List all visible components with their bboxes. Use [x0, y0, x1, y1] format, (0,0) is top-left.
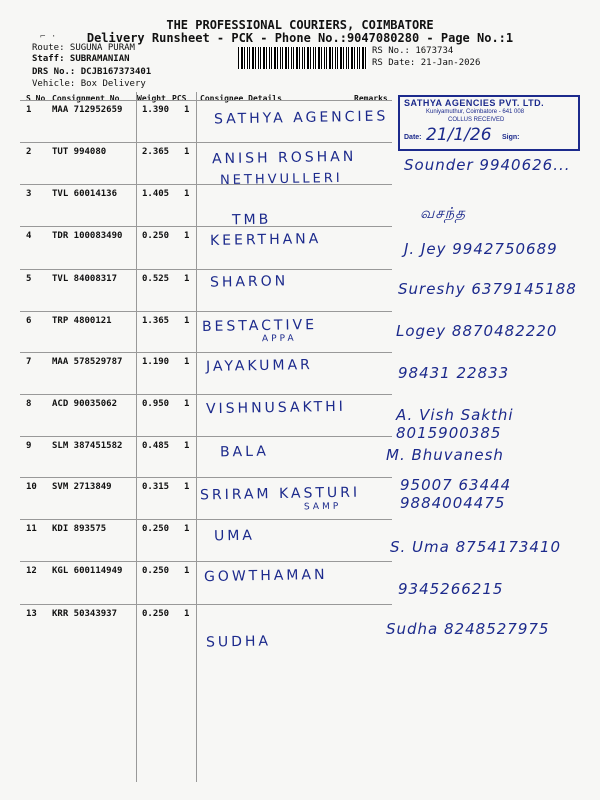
col-pcs: PCS — [172, 94, 187, 103]
delivery-remarks: A. Vish Sakthi 8015900385 — [396, 406, 514, 442]
weight: 2.365 — [142, 147, 170, 157]
consignment-no: TVL 60014136 — [52, 189, 118, 199]
pcs: 1 — [184, 399, 190, 409]
row-sno: 7 — [26, 357, 32, 367]
consignment-no: TVL 84008317 — [52, 274, 118, 284]
runsheet-subtitle: Delivery Runsheet - PCK - Phone No.:9047080280 - Page No.:1 — [86, 31, 514, 45]
route: Route: SUGUNA PURAM — [32, 43, 135, 53]
row-divider — [20, 142, 392, 143]
weight: 0.250 — [142, 566, 170, 576]
consignee-name: BESTACTIVE — [201, 316, 318, 336]
vehicle: Vehicle: Box Delivery — [32, 79, 146, 89]
row-divider — [20, 477, 392, 478]
company-title: THE PROFESSIONAL COURIERS, COIMBATORE — [166, 18, 434, 32]
row-sno: 9 — [26, 441, 32, 451]
consignee-name: SUDHA — [205, 633, 272, 651]
consignment-no: KGL 600114949 — [52, 566, 123, 576]
stamp-received: COLLUS RECEIVED — [448, 117, 505, 123]
row-divider — [20, 311, 392, 312]
consignment-no: TDR 100083490 — [52, 231, 123, 241]
staff: Staff: SUBRAMANIAN — [32, 54, 130, 64]
stamp-date-label: Date: — [404, 134, 422, 141]
delivery-remarks: வசந்த — [420, 204, 467, 222]
row-sno: 2 — [26, 147, 32, 157]
delivery-remarks: 9345266215 — [398, 580, 504, 598]
col-consignment: Consignment No — [52, 94, 120, 103]
row-divider — [20, 184, 392, 185]
consignee-name: TMB — [231, 211, 272, 229]
col-sno: S No — [26, 94, 46, 103]
row-sno: 3 — [26, 189, 32, 199]
col-consignee: Consignee Details — [200, 94, 282, 103]
weight: 0.950 — [142, 399, 170, 409]
row-sno: 5 — [26, 274, 32, 284]
delivery-remarks: M. Bhuvanesh — [386, 446, 504, 464]
row-divider — [20, 394, 392, 395]
delivery-remarks: Logey 8870482220 — [396, 322, 558, 340]
weight: 0.250 — [142, 231, 170, 241]
rs-date: RS Date: 21-Jan-2026 — [372, 58, 481, 68]
row-divider — [20, 226, 392, 227]
row-divider — [20, 604, 392, 605]
row-sno: 4 — [26, 231, 32, 241]
consignment-no: SLM 387451582 — [52, 441, 123, 451]
row-divider — [20, 352, 392, 353]
consignment-no: KDI 893575 — [52, 524, 107, 534]
rs-no: RS No.: 1673734 — [372, 46, 454, 56]
consignee-name: VISHNUSAKTHI — [205, 398, 347, 418]
row-divider — [20, 519, 392, 520]
pcs: 1 — [184, 357, 190, 367]
weight: 0.485 — [142, 441, 170, 451]
consignee-name: SRIRAM KASTURI — [199, 484, 361, 504]
delivery-remarks: J. Jey 9942750689 — [404, 240, 558, 258]
row-sno: 12 — [26, 566, 37, 576]
stamp-date-value: 21/1/26 — [426, 125, 492, 145]
pcs: 1 — [184, 441, 190, 451]
delivery-remarks: Sureshy 6379145188 — [398, 280, 577, 298]
consignment-no: KRR 50343937 — [52, 609, 118, 619]
delivery-remarks: S. Uma 8754173410 — [390, 538, 562, 556]
divider — [196, 92, 197, 782]
drs-no: DRS No.: DCJB167373401 — [32, 67, 152, 77]
col-weight: Weight — [137, 94, 166, 103]
barcode — [238, 47, 368, 69]
row-sno: 1 — [26, 105, 32, 115]
consignment-no: SVM 2713849 — [52, 482, 112, 492]
consignee-name: ANISH ROSHAN — [211, 148, 357, 168]
row-sno: 6 — [26, 316, 32, 326]
weight: 1.390 — [142, 105, 170, 115]
consignee-name: SHARON — [209, 273, 289, 291]
weight: 0.250 — [142, 609, 170, 619]
pcs: 1 — [184, 482, 190, 492]
row-sno: 13 — [26, 609, 37, 619]
stamp-sign-label: Sign: — [502, 134, 520, 141]
weight: 0.250 — [142, 524, 170, 534]
row-sno: 11 — [26, 524, 37, 534]
row-divider — [20, 100, 392, 101]
pcs: 1 — [184, 566, 190, 576]
pcs: 1 — [184, 316, 190, 326]
pcs: 1 — [184, 231, 190, 241]
stamp-address: Kuniyamuthur, Coimbatore - 641 008 — [426, 109, 525, 115]
delivery-remarks: Sudha 8248527975 — [386, 620, 550, 638]
consignment-no: MAA 578529787 — [52, 357, 123, 367]
consignee-name: JAYAKUMAR — [205, 357, 313, 375]
pcs: 1 — [184, 274, 190, 284]
pcs: 1 — [184, 524, 190, 534]
row-divider — [20, 561, 392, 562]
delivery-remarks: 98431 22833 — [398, 364, 510, 382]
consignee-name: GOWTHAMAN — [203, 566, 328, 586]
consignee-name: SATHYA AGENCIES — [213, 108, 389, 128]
col-remarks: Remarks — [354, 94, 388, 103]
row-sno: 8 — [26, 399, 32, 409]
weight: 0.525 — [142, 274, 170, 284]
consignee-name: UMA — [213, 527, 256, 545]
pcs: 1 — [184, 147, 190, 157]
pcs: 1 — [184, 189, 190, 199]
row-divider — [20, 269, 392, 270]
row-divider — [20, 436, 392, 437]
consignee-name-line2: NETHVULLERI — [219, 170, 343, 189]
row-sno: 10 — [26, 482, 37, 492]
weight: 0.315 — [142, 482, 170, 492]
divider — [136, 92, 137, 782]
pcs: 1 — [184, 609, 190, 619]
corner-mark: ⌐ · — [40, 32, 57, 42]
consignment-no: TRP 4800121 — [52, 316, 112, 326]
weight: 1.365 — [142, 316, 170, 326]
consignment-no: TUT 994080 — [52, 147, 107, 157]
consignment-no: ACD 90035062 — [52, 399, 118, 409]
consignee-name: KEERTHANA — [209, 231, 322, 249]
consignee-name-line2: APPA — [261, 333, 297, 345]
pcs: 1 — [184, 105, 190, 115]
consignee-name: BALA — [219, 443, 270, 461]
stamp-name: SATHYA AGENCIES PVT. LTD. — [404, 98, 545, 108]
consignment-no: MAA 712952659 — [52, 105, 123, 115]
delivery-remarks: 95007 63444 9884004475 — [400, 476, 512, 512]
weight: 1.405 — [142, 189, 170, 199]
consignee-name-line2: SAMP — [303, 501, 342, 513]
delivery-remarks: Sounder 9940626... — [404, 156, 571, 174]
weight: 1.190 — [142, 357, 170, 367]
receiver-stamp — [398, 95, 580, 151]
